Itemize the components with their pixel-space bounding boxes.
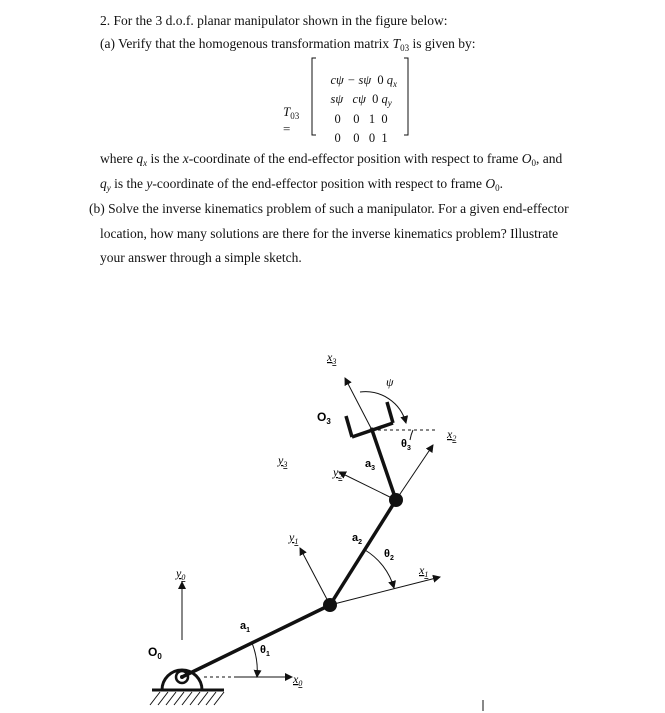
part-b-line-2: location, how many solutions are there for the inverse kinematics problem? Illustrate <box>100 226 559 241</box>
matrix-row-2: sψ cψ 0 $q_y$ <box>330 92 392 108</box>
label-x1: $x_1$ <box>419 563 429 579</box>
y1-axis <box>300 548 330 605</box>
label-O3: $O_3$ <box>317 410 331 426</box>
part-b-line-1: (b) Solve the inverse kinematics problem of such a manipulator. For a given end-effector <box>89 201 569 216</box>
label-a3: $a_3$ <box>365 458 376 472</box>
figure-labels <box>148 350 456 688</box>
part-a-symbol: T <box>392 36 401 51</box>
label-theta1: $\theta_1$ <box>260 644 270 658</box>
part-a-suffix: is given by: <box>409 36 476 51</box>
label-x2: $x_2$ <box>447 427 457 443</box>
label-y3: $y_3$ <box>278 453 288 469</box>
label-x0: $x_0$ <box>293 672 303 688</box>
psi-arc <box>360 392 406 423</box>
label-O0: $O_0$ <box>148 645 162 661</box>
end-effector-gripper <box>346 402 393 437</box>
part-a-subscript: 03 <box>400 43 410 53</box>
question-heading: 2. For the 3 d.o.f. planar manipulator shown in the figure below: <box>100 13 448 28</box>
x2-axis <box>396 445 433 500</box>
label-a1: $a_1$ <box>240 620 251 634</box>
label-theta3: $\theta_3$ <box>401 438 411 452</box>
matrix-row-3: 0 0 1 0 <box>334 112 388 126</box>
where-line-2: $q_y$ is the y-coordinate of the end-effector position with respect to frame $O_0$. <box>100 176 503 193</box>
label-a2: $a_2$ <box>352 532 363 546</box>
part-b-line-3: your answer through a simple sketch. <box>100 250 302 265</box>
theta3-arc <box>410 430 413 440</box>
label-psi: ψ <box>386 375 394 389</box>
matrix-label: $T_{03}$ = <box>283 104 300 136</box>
link-a1 <box>182 605 330 677</box>
label-theta2: $\theta_2$ <box>384 548 394 562</box>
label-y2: $y_2$ <box>333 465 343 481</box>
matrix-row-4: 0 0 0 1 <box>334 131 388 145</box>
label-y0: $y_0$ <box>176 566 186 582</box>
where-line-1: where $q_x$ is the x-coordinate of the end-effector position with respect to frame $O_0$, and <box>100 151 563 168</box>
label-y1: $y_1$ <box>289 530 299 546</box>
part-a-prefix: (a) Verify that the homogenous transformation matrix <box>100 36 393 51</box>
theta1-arc <box>252 643 257 677</box>
matrix-row-1: cψ − sψ 0 $q_x$ <box>330 73 398 89</box>
label-x3: $x_3$ <box>327 350 337 366</box>
